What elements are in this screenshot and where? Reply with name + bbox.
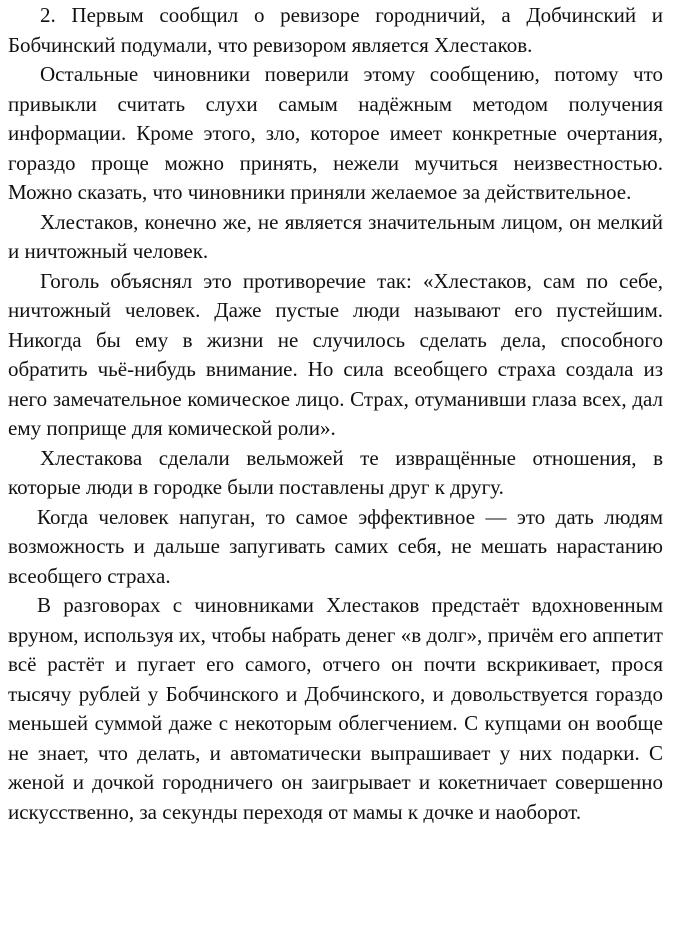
paragraph-4: Гоголь объяснял это противоречие так: «Хлестаков, сам по себе, ничтожный человек. Даже пустые люди называют его пустейшим. Никогда бы ему в жизни не случилось сделать дела, способного обратить чьё-нибудь внимание. Но сила всеобщего страха создала из него замечательное комическое лицо. Страх, отуманивши глаза всех, дал ему поприще для комической роли». — [8, 268, 663, 440]
paragraph-2: Остальные чиновники поверили этому сообщению, потому что привыкли считать слухи самым надёжным методом получения информации. Кроме этого, зло, которое имеет конкретные очертания, гораздо проще можно принять, нежели мучиться неизвестностью. Можно сказать, что чиновники приняли желаемое за действительное. — [8, 62, 663, 204]
paragraph-6: Когда человек напуган, то самое эффективное — это дать людям возможность и дальше запугивать самих себя, не мешать нарастанию всеобщего страха. — [8, 504, 663, 588]
paragraph-3: Хлестаков, конечно же, не является значительным лицом, он мелкий и ничтожный человек. — [8, 209, 663, 263]
paragraph-7: В разговорах с чиновниками Хлестаков предстаёт вдохновенным вруном, используя их, чтобы набрать денег «в долг», причём его аппетит всё растёт и пугает его самого, отчего он почти вскрикивает, прося тысячу рублей у Бобчинского и Добчинского, и довольствуется гораздо меньшей суммой даже с некоторым облегчением. С купцами он вообще не знает, что делать, и автоматически выпрашивает у них подарки. С женой и дочкой городничего он заигрывает и кокетничает совершенно искусственно, за секунды переходя от мамы к дочке и наоборот. — [8, 593, 663, 824]
paragraph-5: Хлестакова сделали вельможей те извращённые отношения, в которые люди в городке были поставлены друг к другу. — [8, 445, 663, 499]
paragraph-1: 2. Первым сообщил о ревизоре городничий, а Добчинский и Бобчинский подумали, что ревизором является Хлестаков. — [8, 3, 663, 57]
